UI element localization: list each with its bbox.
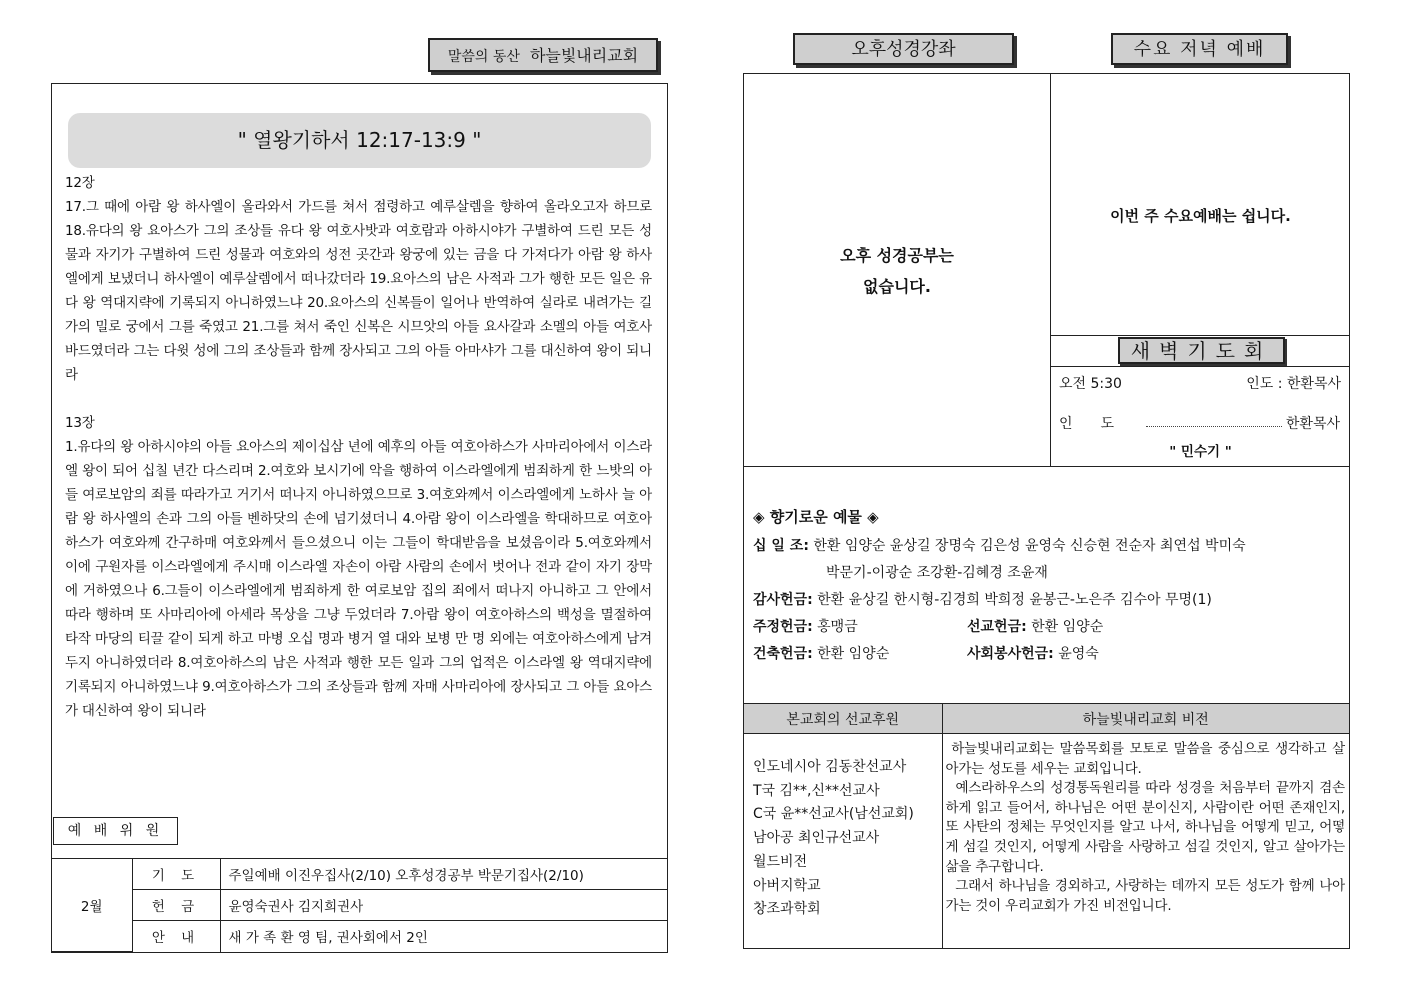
duty-value: 윤영숙권사 김지희권사 [220,890,667,921]
social-names: 윤영숙 [1058,646,1099,662]
list-item [753,533,1343,560]
church-vision-header: 하늘빛내리교회 비전 [942,704,1349,734]
mission-names: 한환 임양순 [1031,619,1104,635]
mission-vision-table [744,703,1349,948]
service-committee-label: 예 배 위 원 [53,817,178,845]
no-afternoon-study-notice [745,240,1049,302]
offering-list [753,533,1343,668]
vision-paragraph: 예스라하우스의 성경통독원리를 따라 성경을 처음부터 끝까지 겸손하게 읽고 들어서, 하나님은 어떤 분이신지, 사람이란 어떤 존재인지, 또 사탄의 정체는 무엇인지를 알고 나서, 하나님을 어떻게 믿고, 어떻게 섬길 것인지, 어떻게 사람을 사랑하고 섬길 것인지, 알고 살아가는 삶을 추구합니다. [945,780,1350,875]
social-label: 사회봉사헌금: [967,646,1054,662]
afternoon-bible-lecture-label: 오후성경강좌 [793,33,1014,65]
wednesday-evening-service-label: 수요 저녁 예배 [1111,33,1288,65]
duty-role: 기 도 [132,859,220,890]
dawn-prayer-label: 새벽기도회 [1118,337,1285,364]
list-item [753,587,1343,614]
notice-line: 없습니다. [863,277,931,296]
scripture-text [65,171,652,723]
chapter-12-heading: 12장 [65,175,95,191]
offering-heading: ◈ 향기로운 예물 ◈ [753,508,879,526]
list-item: 인도네시아 김동찬선교사 [753,759,907,775]
tithe-names-cont: 박문기-이광순 조강환-김혜경 조윤재 [826,565,1048,581]
mission-label: 선교헌금: [967,619,1027,635]
weekly-names: 홍맹금 [817,619,858,635]
chapter-12-text: 17.그 때에 아람 왕 하사엘이 올라와서 가드를 쳐서 점령하고 예루살렘을 향하여 올라오고자 하므로 18.유다의 왕 요아스가 그의 조상들 유다 왕 여호사밧과 여호람과 아하시야가 구별하여 드린 모든 성물과 자기가 구별하여 드린 성물과 여호와의 성전 곳간과 왕궁에 있는 금을 다 가져다가 아람 왕 하사엘에게 보냈더니 하사엘이 예루살렘에서 떠나갔더라 19.요아스의 남은 사적과 그가 행한 모든 일은 유다 왕 역대지략에 기록되지 아니하였느냐 20.요아스의 신복들이 일어나 반역하여 실라로 내려가는 길 가의 밀로 궁에서 그를 죽였고 21.그를 쳐서 죽인 신복은 시므앗의 아들 요사갈과 소멜의 아들 여호사바드였더라 그는 다윗 성에 그의 조상들과 함께 장사되고 그의 아들 아마샤가 그를 대신하여 왕이 되니라 [65,199,652,383]
service-duty-table [52,858,667,952]
duty-role: 헌 금 [132,890,220,921]
list-item: 아버지학교 [753,877,821,894]
table-row [744,734,1349,949]
list-item [753,614,1343,641]
divider [743,466,1350,467]
list-item [753,560,1343,587]
thanks-names: 한환 윤상길 한시형-김경희 박희정 윤봉근-노은주 김수아 무명(1) [817,592,1212,608]
tithe-label: 십 일 조: [753,538,809,554]
list-item [753,641,1343,668]
duty-role: 안 내 [132,921,220,952]
church-vision-text [942,734,1349,949]
building-label: 건축헌금: [753,646,813,662]
table-header-row [744,704,1349,734]
table-row [52,921,667,952]
table-row [52,890,667,921]
divider [1050,366,1350,367]
dotted-leader-line [1146,419,1282,427]
divider [1050,335,1350,336]
mission-support-header: 본교회의 선교후원 [744,704,942,734]
building-names: 한환 임양순 [817,646,890,662]
church-name: 하늘빛내리교회 [529,46,639,65]
table-row [52,859,667,890]
mission-offering [967,614,1103,641]
dawn-sermon-leader-row [1059,413,1340,433]
leader-label: 인도 [1059,416,1143,432]
mission-support-cell [744,734,942,949]
paragraph-gap [65,387,652,411]
duty-value: 새 가 족 환 영 팀, 권사회에서 2인 [220,921,667,952]
dawn-prayer-leader: 인도 : 한환목사 [1246,376,1341,392]
church-name-label [428,38,658,72]
notice-line: 오후 성경공부는 [840,246,954,265]
mission-support-list [744,734,942,948]
vision-paragraph: 그래서 하나님을 경외하고, 사랑하는 데까지 모든 성도가 함께 나아가는 것이 우리교회가 가진 비전입니다. [945,878,1346,914]
divider [1050,73,1051,466]
leader-name: 한환목사 [1285,416,1340,432]
list-item: 월드비전 [753,853,808,870]
dawn-prayer-time: 오전 5:30 [1059,376,1122,392]
list-item: 창조과학회 [753,901,821,918]
no-wednesday-service-notice: 이번 주 수요예배는 쉽니다. [1110,207,1291,225]
dawn-prayer-book: " 민수기 " [1169,444,1232,460]
duty-value: 주일예배 이진우집사(2/10) 오후성경공부 박문기집사(2/10) [220,859,667,890]
vision-paragraph: 하늘빛내리교회는 말씀목회를 모토로 말씀을 중심으로 생각하고 살아가는 성도를 세우는 교회입니다. [945,741,1345,777]
tithe-names: 한환 임양순 윤상길 장명숙 김은성 윤영숙 신승현 전순자 최연섭 박미숙 [813,538,1246,554]
social-offering [967,641,1099,668]
weekly-label: 주정헌금: [753,619,813,635]
passage-title: " 열왕기하서 12:17-13:9 " [68,113,651,168]
list-item: C국 윤**선교사(남선교회) [753,806,914,823]
duty-month: 2월 [52,859,132,952]
chapter-13-heading: 13장 [65,415,95,431]
list-item: 남아공 최인규선교사 [753,830,880,847]
church-motto: 말씀의 동산 [447,49,520,65]
chapter-13-text: 1.유다의 왕 아하시야의 아들 요아스의 제이십삼 년에 예후의 아들 여호아하스가 사마리아에서 이스라엘 왕이 되어 십칠 년간 다스리며 2.여호와 보시기에 악을 행하여 이스라엘에게 범죄하게 한 느밧의 아들 여로보암의 죄를 따라가고 거기서 떠나지 아니하였으므로 3.여호와께서 이스라엘에게 노하사 늘 아람 왕 하사엘의 손과 그의 아들 벤하닷의 손에 넘기셨더니 4.아람 왕이 이스라엘을 학대하므로 여호아하스가 여호와께 간구하매 여호와께서 들으셨으니 이는 그들이 학대받음을 보셨음이라 5.여호와께서 이에 구원자를 이스라엘에게 주시매 이스라엘 자손이 아람 사람의 손에서 벗어나 전과 같이 자기 장막에 거하였으나 6.그들이 이스라엘에게 범죄하게 한 여로보암 집의 죄에서 떠나지 아니하고 그 안에서 따라 행하며 또 사마리아에 아세라 목상을 그냥 두었더라 7.아람 왕이 여호아하스의 백성을 멸절하여 타작 마당의 티끌 같이 되게 하고 마병 오십 명과 병거 열 대와 보병 만 명 외에는 여호아하스에게 남겨 두지 아니하였더라 8.여호아하스의 남은 사적과 행한 모든 일과 그의 업적은 이스라엘 왕 역대지략에 기록되지 아니하였느냐 9.여호아하스가 그의 조상들과 함께 자매 사마리아에 장사되고 그 아들 요아스가 대신하여 왕이 되니라 [65,439,652,719]
list-item: T국 김**,신**선교사 [753,782,880,799]
thanks-label: 감사헌금: [753,592,813,608]
